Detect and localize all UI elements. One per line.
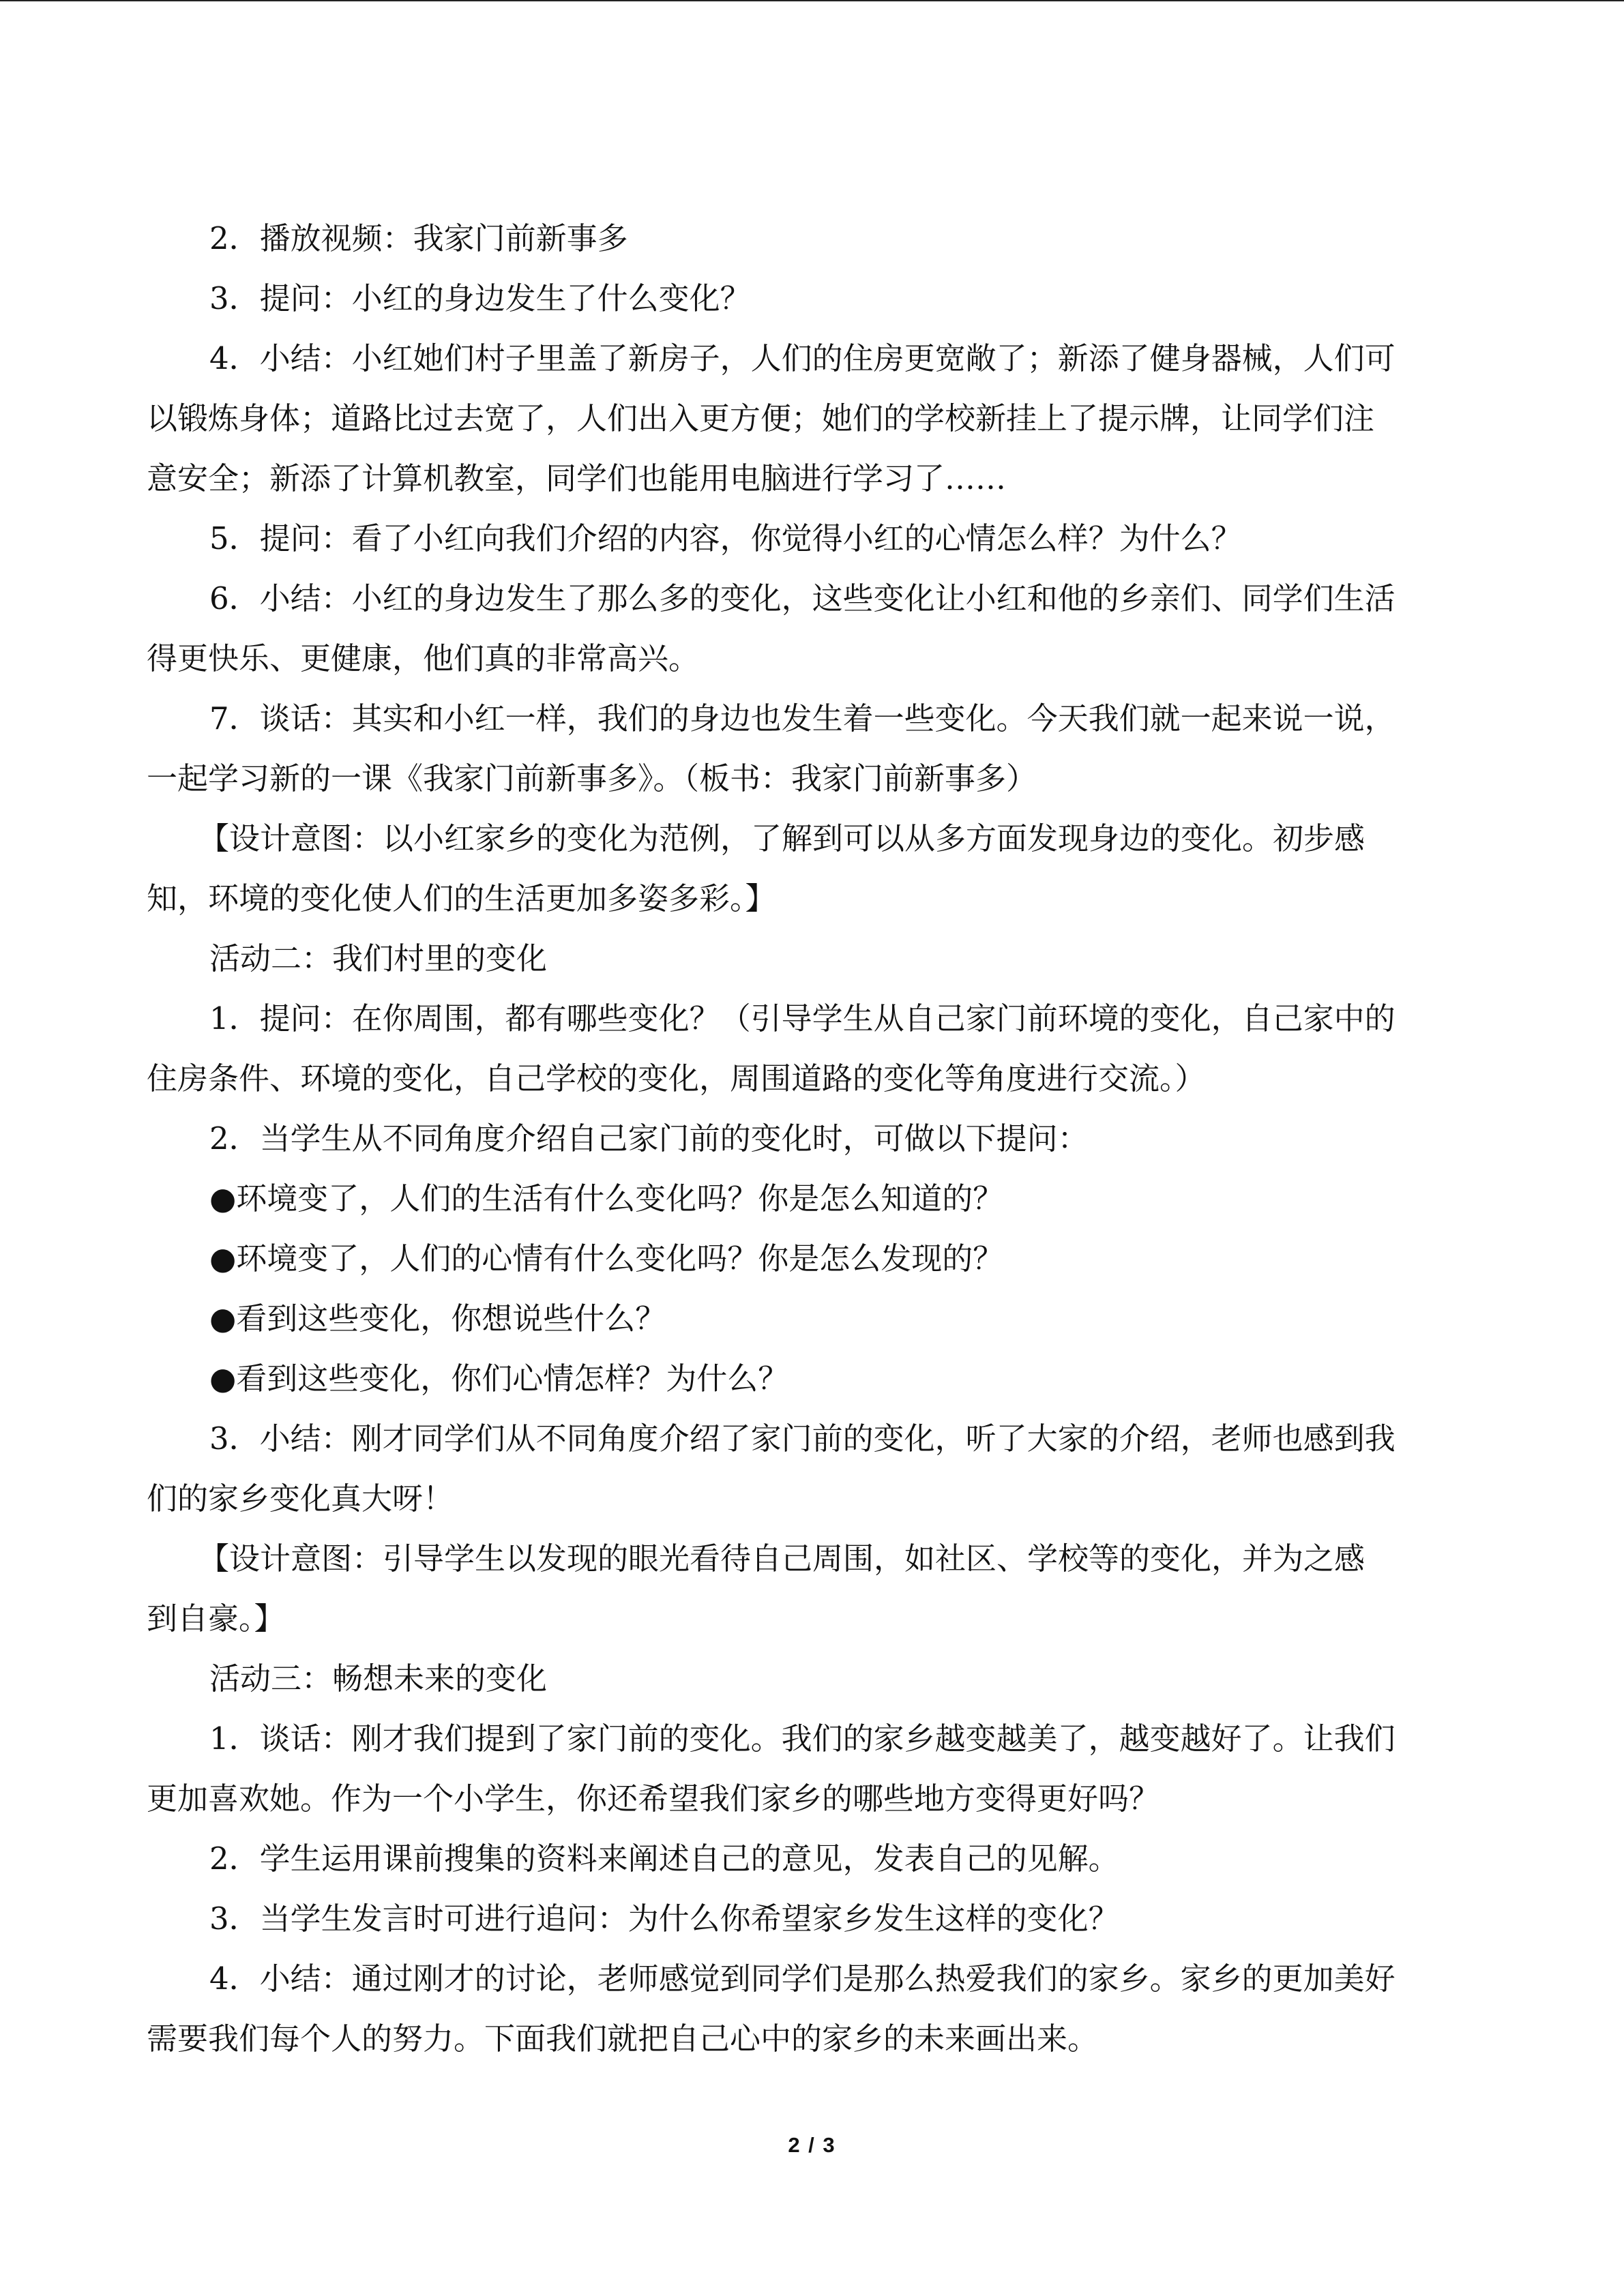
text-line: 需要我们每个人的努力。下面我们就把自己心中的家乡的未来画出来。: [147, 2021, 1099, 2057]
design-intent-line: 【设计意图：引导学生以发现的眼光看待自己周围，如社区、学校等的变化，并为之感: [198, 1540, 1365, 1577]
bullet-item: ●环境变了，人们的心情有什么变化吗？你是怎么发现的？: [209, 1240, 1004, 1277]
bullet-item: ●看到这些变化，你想说些什么？: [209, 1300, 666, 1337]
page-number: 2 / 3: [788, 2133, 836, 2157]
text-line: 3．提问：小红的身边发生了什么变化？: [209, 280, 751, 316]
section-heading: 活动二：我们村里的变化: [209, 940, 548, 976]
bullet-item: ●环境变了，人们的生活有什么变化吗？你是怎么知道的？: [209, 1180, 1004, 1217]
text-line: 2．当学生从不同角度介绍自己家门前的变化时，可做以下提问：: [209, 1120, 1089, 1157]
section-heading: 活动三：畅想未来的变化: [209, 1660, 548, 1697]
text-line: 2．学生运用课前搜集的资料来阐述自己的意见，发表自己的见解。: [209, 1840, 1119, 1877]
text-line: 6．小结：小红的身边发生了那么多的变化，这些变化让小红和他的乡亲们、同学们生活: [209, 580, 1396, 616]
text-line: 意安全；新添了计算机教室，同学们也能用电脑进行学习了……: [147, 460, 1007, 496]
top-border: [0, 0, 1624, 1]
design-intent-line: 知，环境的变化使人们的生活更加多姿多彩。】: [147, 880, 776, 916]
text-line: 7．谈话：其实和小红一样，我们的身边也发生着一些变化。今天我们就一起来说一说，: [209, 700, 1396, 736]
design-intent-line: 【设计意图：以小红家乡的变化为范例，了解到可以从多方面发现身边的变化。初步感: [198, 820, 1365, 856]
text-line: 4．小结：小红她们村子里盖了新房子，人们的住房更宽敞了；新添了健身器械，人们可: [209, 340, 1396, 376]
text-line: 1．提问：在你周围，都有哪些变化？（引导学生从自己家门前环境的变化，自己家中的: [209, 1000, 1396, 1037]
text-line: 得更快乐、更健康，他们真的非常高兴。: [147, 640, 700, 676]
text-line: 3．当学生发言时可进行追问：为什么你希望家乡发生这样的变化？: [209, 1900, 1119, 1937]
text-line: 5．提问：看了小红向我们介绍的内容，你觉得小红的心情怎么样？为什么？: [209, 520, 1242, 556]
text-line: 以锻炼身体；道路比过去宽了，人们出入更方便；她们的学校新挂上了提示牌，让同学们注: [147, 400, 1375, 436]
document-body: [147, 209, 1473, 2069]
text-line: 更加喜欢她。作为一个小学生，你还希望我们家乡的哪些地方变得更好吗？: [147, 1780, 1160, 1817]
bullet-item: ●看到这些变化，你们心情怎样？为什么？: [209, 1360, 789, 1397]
text-line: 1．谈话：刚才我们提到了家门前的变化。我们的家乡越变越美了，越变越好了。让我们: [209, 1720, 1396, 1757]
text-line: 3．小结：刚才同学们从不同角度介绍了家门前的变化，听了大家的介绍，老师也感到我: [209, 1420, 1396, 1457]
text-line: 住房条件、环境的变化，自己学校的变化，周围道路的变化等角度进行交流。）: [147, 1060, 1206, 1097]
design-intent-line: 到自豪。】: [147, 1600, 285, 1637]
text-line: 一起学习新的一课《我家门前新事多》。（板书：我家门前新事多）: [147, 760, 1037, 796]
text-line: 2．播放视频：我家门前新事多: [209, 220, 628, 256]
text-line: 们的家乡变化真大呀！: [147, 1480, 454, 1517]
text-line: 4．小结：通过刚才的讨论，老师感觉到同学们是那么热爱我们的家乡。家乡的更加美好: [209, 1960, 1396, 1997]
